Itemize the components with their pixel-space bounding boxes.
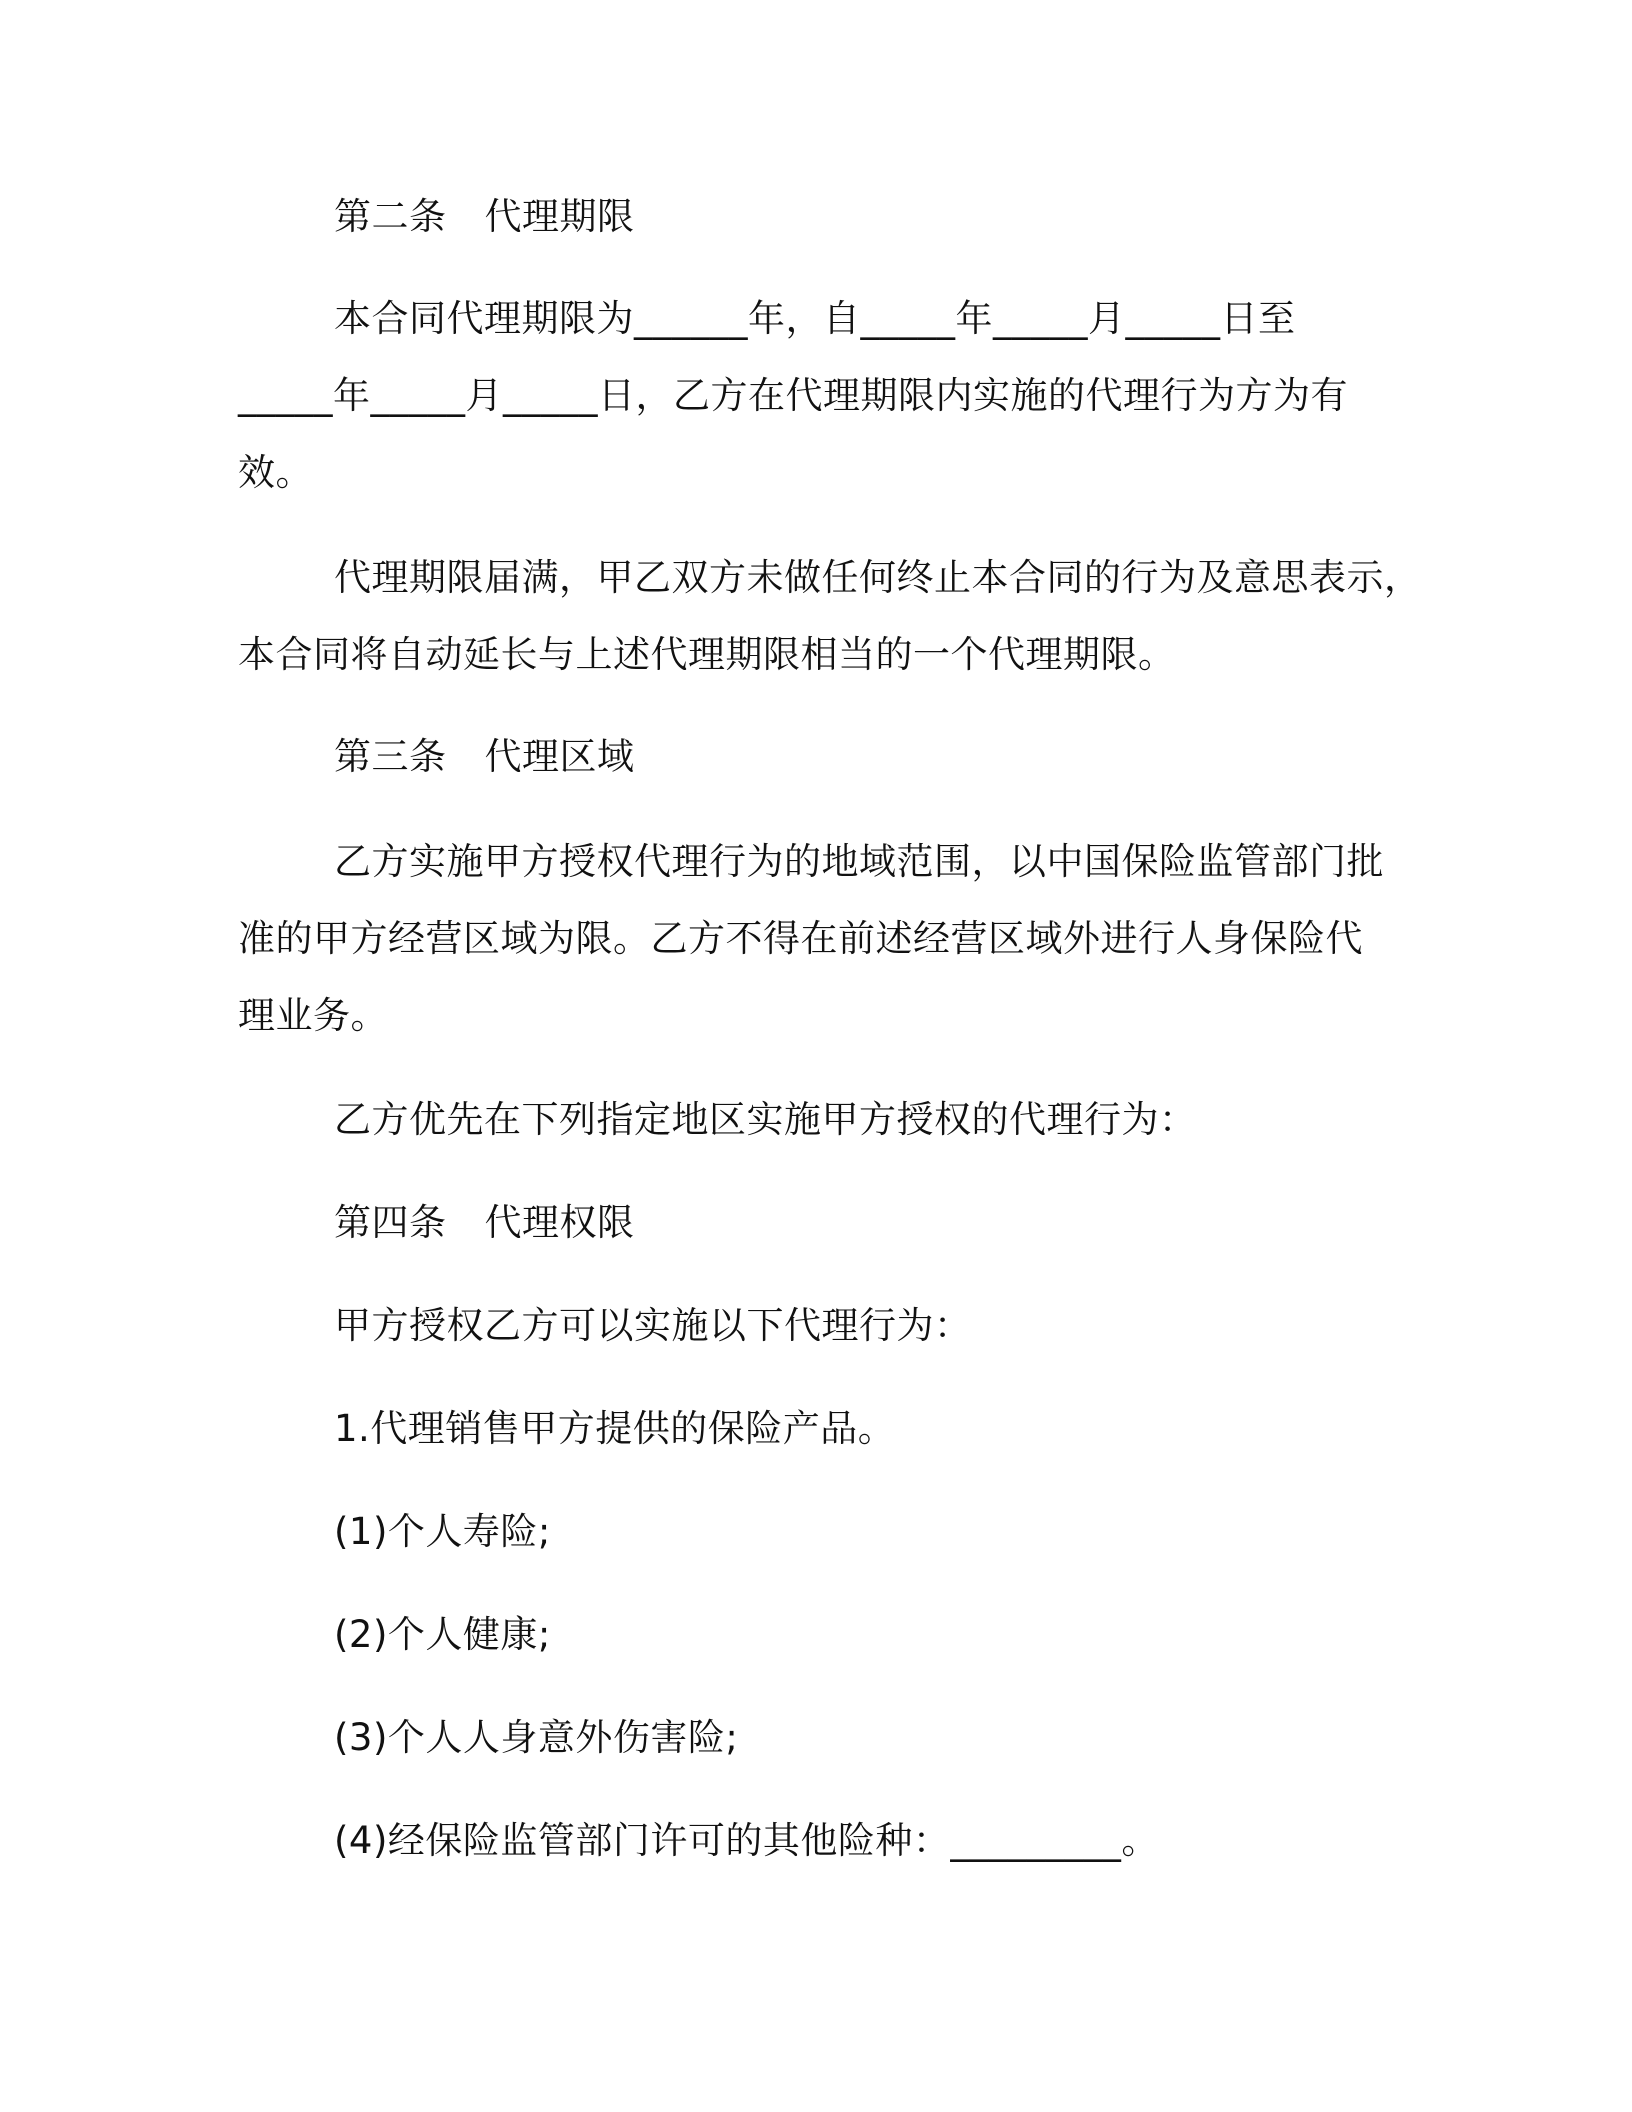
- article-4-number: 第四条: [334, 1201, 447, 1244]
- article-3-para-2: 乙方优先在下列指定地区实施甲方授权的代理行为：: [334, 1098, 1197, 1141]
- article-2-para-1-line-3: 效。: [238, 451, 313, 494]
- article-3-title: 代理区域: [484, 735, 635, 778]
- article-2-para-1-line-1: 本合同代理期限为______年，自_____年_____月_____日至: [334, 297, 1296, 340]
- article-4-sub-item-2: (2)个人健康;: [334, 1613, 551, 1656]
- article-4-intro: 甲方授权乙方可以实施以下代理行为：: [334, 1304, 972, 1347]
- article-4-heading: [334, 1199, 1494, 1247]
- article-4-sub-item-3: (3)个人人身意外伤害险;: [334, 1716, 739, 1759]
- article-2-para-2-line-2: 本合同将自动延长与上述代理期限相当的一个代理期限。: [238, 633, 1176, 676]
- article-3-para-1-line-1: 乙方实施甲方授权代理行为的地域范围，以中国保险监管部门批: [334, 840, 1384, 883]
- article-2-heading: [334, 193, 1494, 241]
- article-3-heading: [334, 733, 1494, 781]
- article-3-number: 第三条: [334, 735, 447, 778]
- article-4-item-1: 1.代理销售甲方提供的保险产品。: [334, 1407, 896, 1450]
- article-2-title: 代理期限: [484, 195, 635, 238]
- article-2-number: 第二条: [334, 195, 447, 238]
- article-2-para-2-line-1: 代理期限届满，甲乙双方未做任何终止本合同的行为及意思表示，: [334, 556, 1422, 599]
- article-4-sub-item-1: (1)个人寿险;: [334, 1510, 551, 1553]
- article-4-title: 代理权限: [484, 1201, 635, 1244]
- article-3-para-1-line-3: 理业务。: [238, 994, 388, 1037]
- article-2-para-1-line-2: _____年_____月_____日，乙方在代理期限内实施的代理行为方为有: [238, 374, 1348, 417]
- article-3-para-1-line-2: 准的甲方经营区域为限。乙方不得在前述经营区域外进行人身保险代: [238, 917, 1363, 960]
- article-4-sub-item-4: (4)经保险监管部门许可的其他险种：_________。: [334, 1819, 1159, 1862]
